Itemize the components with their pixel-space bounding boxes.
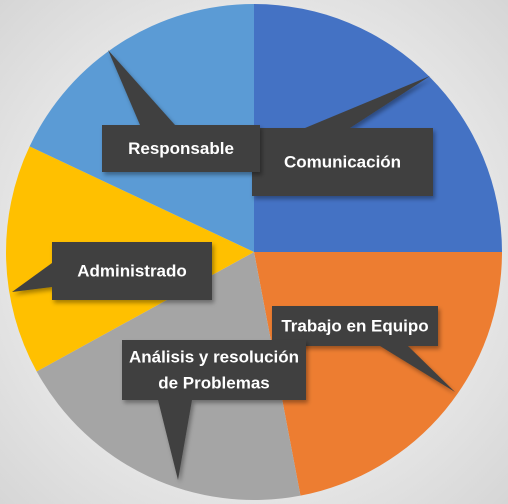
data-label-comunicacion: Comunicación	[283, 152, 402, 172]
data-label-trabajo-en-equipo: Trabajo en Equipo	[281, 316, 429, 336]
data-label-analisis-y-resolucion-de-problemas-line-1: Análisis y resolución	[128, 347, 300, 367]
data-label-responsable: Responsable	[128, 139, 234, 158]
data-label-administrado: Administrado	[77, 261, 187, 281]
data-label-analisis-y-resolucion-de-problemas-line-2: de Problemas	[158, 373, 270, 393]
